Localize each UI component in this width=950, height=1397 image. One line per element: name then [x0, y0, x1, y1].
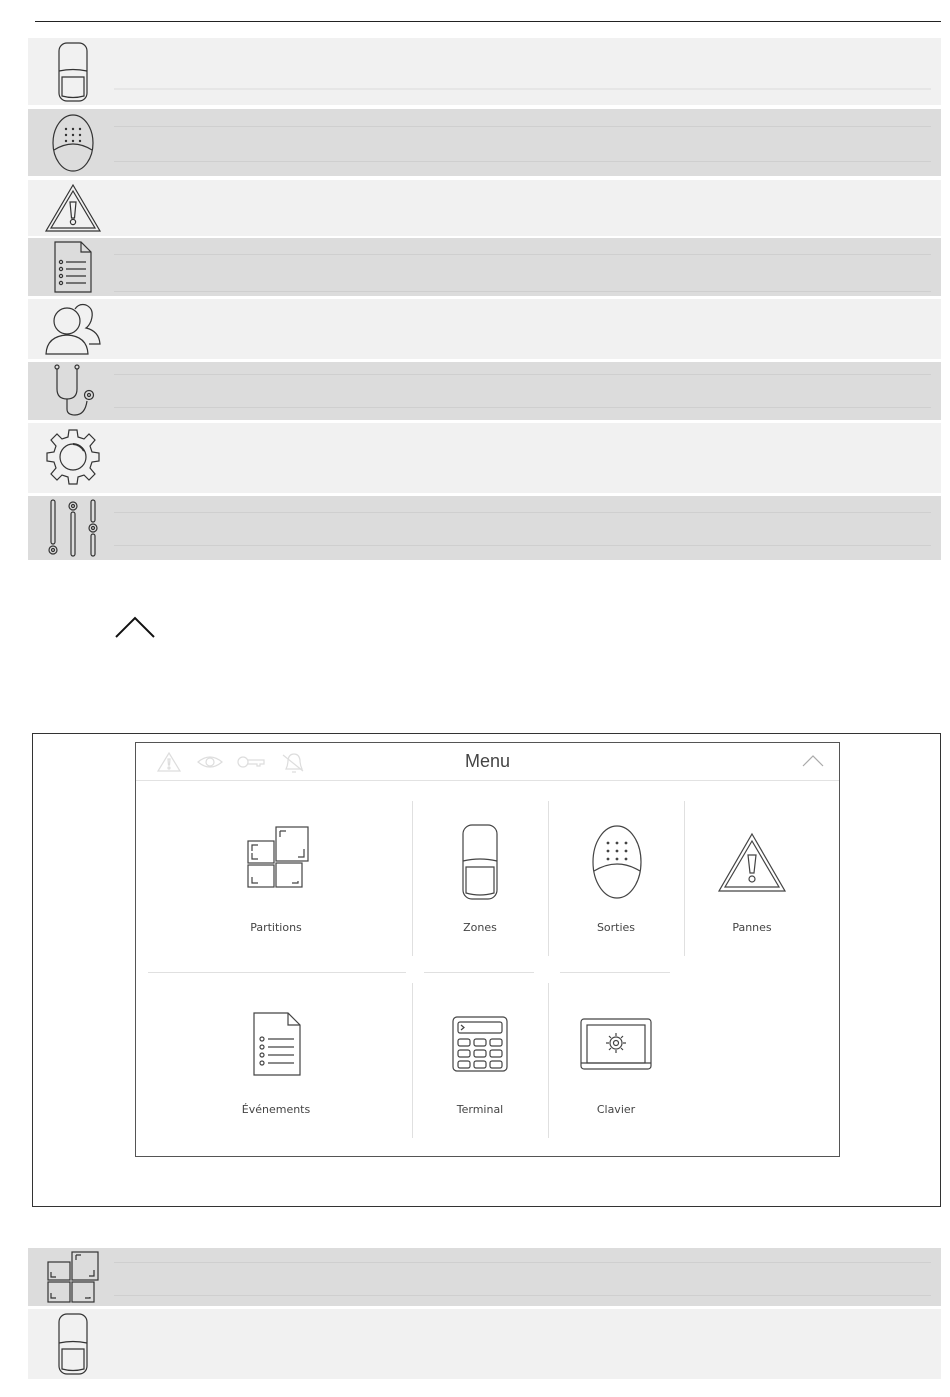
header-rule	[35, 21, 941, 22]
motion-detector-icon	[38, 38, 108, 105]
partitions-icon	[38, 1248, 108, 1306]
stethoscope-icon	[38, 362, 108, 420]
tile-pannes[interactable]	[702, 803, 802, 953]
motion-detector-icon	[38, 1309, 108, 1379]
menu-screen	[135, 742, 840, 1157]
tile-terminal[interactable]	[430, 987, 530, 1137]
menu-title: Menu	[464, 751, 511, 771]
event-list-icon	[38, 238, 108, 296]
siren-output-icon	[38, 109, 108, 176]
tile-label: Terminal	[456, 1103, 504, 1116]
collapse-chevron-icon[interactable]	[801, 753, 825, 774]
icon-row-faults	[28, 180, 941, 236]
tile-sorties[interactable]	[566, 803, 666, 953]
tile-zones[interactable]	[430, 803, 530, 953]
event-list-icon	[252, 1011, 302, 1082]
partitions-icon	[246, 825, 310, 894]
tile-label: Événements	[241, 1103, 311, 1116]
sliders-icon	[38, 496, 108, 560]
tile-label: Pannes	[732, 921, 772, 934]
tile-evenements[interactable]	[196, 987, 356, 1137]
tile-label: Clavier	[596, 1103, 636, 1116]
tile-label: Partitions	[250, 921, 302, 934]
icon-row-partitions	[28, 1248, 941, 1306]
tile-label: Sorties	[596, 921, 636, 934]
chevron-up-icon	[112, 612, 158, 645]
tile-clavier[interactable]	[566, 987, 666, 1137]
tile-partitions[interactable]	[196, 803, 356, 953]
users-icon	[38, 299, 108, 359]
warning-icon	[38, 180, 108, 236]
warning-icon	[716, 831, 788, 900]
gear-icon	[38, 423, 108, 493]
motion-detector-icon	[461, 823, 499, 906]
icon-row-diagnostics	[28, 362, 941, 420]
keypad-terminal-icon	[451, 1015, 509, 1078]
icon-row-settings	[28, 423, 941, 493]
icon-row-zones-2	[28, 1309, 941, 1379]
icon-row-zones	[28, 38, 941, 105]
siren-output-icon	[591, 823, 643, 906]
menu-top-bar	[136, 743, 839, 781]
icon-row-events	[28, 238, 941, 296]
icon-row-configuration	[28, 496, 941, 560]
tile-label: Zones	[463, 921, 497, 934]
touch-keypad-icon	[579, 1017, 653, 1076]
icon-row-outputs	[28, 109, 941, 176]
icon-row-users	[28, 299, 941, 359]
